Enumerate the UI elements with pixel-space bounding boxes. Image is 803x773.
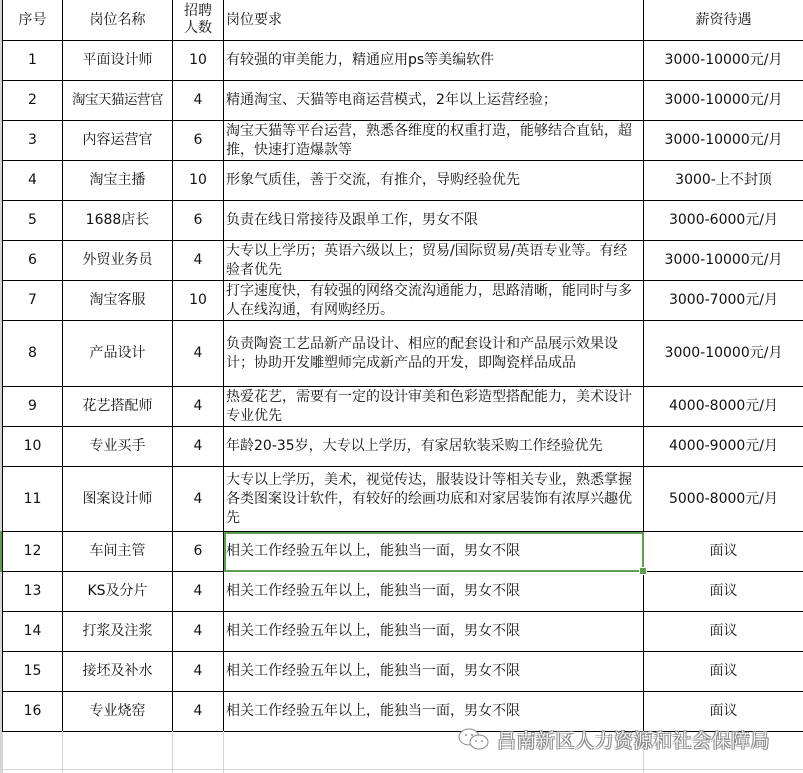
header-count[interactable]: [173, 0, 224, 41]
table-row: [3, 161, 803, 201]
cell-requirements[interactable]: 形象气质佳，善于交流，有推介，导购经验优先: [224, 161, 644, 201]
cell-position[interactable]: 1688店长: [63, 201, 173, 241]
cell-position[interactable]: 淘宝客服: [63, 281, 173, 321]
cell-count[interactable]: 4: [173, 387, 224, 427]
cell-count[interactable]: 4: [173, 467, 224, 532]
header-position[interactable]: 岗位名称: [63, 0, 173, 41]
cell-requirements[interactable]: 精通淘宝、天猫等电商运营模式，2年以上运营经验；: [224, 81, 644, 121]
cell-position[interactable]: 淘宝主播: [63, 161, 173, 201]
cell-count[interactable]: 4: [173, 652, 224, 692]
cell-count[interactable]: 4: [173, 692, 224, 732]
cell-count[interactable]: 4: [173, 81, 224, 121]
cell-count[interactable]: 4: [173, 612, 224, 652]
table-row: [3, 427, 803, 467]
job-table: [2, 0, 803, 732]
cell-index[interactable]: 16: [3, 692, 63, 732]
cell-requirements[interactable]: 大专以上学历，美术，视觉传达，服装设计等相关专业，熟悉掌握各类图案设计软件，有较好的绘画功底和对家居装饰有浓厚兴趣优先: [224, 467, 644, 532]
table-row: [3, 281, 803, 321]
watermark-text: 昌南新区人力资源和社会保障局: [497, 729, 771, 752]
cell-index[interactable]: 15: [3, 652, 63, 692]
cell-position[interactable]: 外贸业务员: [63, 241, 173, 281]
cell-requirements[interactable]: 有较强的审美能力，精通应用ps等美编软件: [224, 41, 644, 81]
cell-requirements[interactable]: 年龄20-35岁，大专以上学历，有家居软装采购工作经验优先: [224, 427, 644, 467]
cell-count[interactable]: 4: [173, 321, 224, 387]
cell-salary[interactable]: 3000-6000元/月: [644, 201, 803, 241]
gridline: [62, 731, 63, 773]
cell-requirements[interactable]: 打字速度快，有较强的网络交流沟通能力，思路清晰，能同时与多人在线沟通，有网购经历。: [224, 281, 644, 321]
cell-salary[interactable]: 3000-上不封顶: [644, 161, 803, 201]
cell-count[interactable]: 6: [173, 121, 224, 161]
cell-index[interactable]: 7: [3, 281, 63, 321]
fill-handle[interactable]: [639, 567, 647, 575]
cell-salary[interactable]: 3000-10000元/月: [644, 41, 803, 81]
gridline: [2, 769, 803, 770]
cell-requirements[interactable]: 淘宝天猫等平台运营，熟悉各维度的权重打造，能够结合直钻，超推，快速打造爆款等: [224, 121, 644, 161]
cell-requirements[interactable]: 热爱花艺，需要有一定的设计审美和色彩造型搭配能力，美术设计专业优先: [224, 387, 644, 427]
cell-position[interactable]: 产品设计: [63, 321, 173, 387]
cell-index[interactable]: 1: [3, 41, 63, 81]
cell-position[interactable]: 车间主管: [63, 532, 173, 572]
cell-salary[interactable]: 面议: [644, 692, 803, 732]
cell-position[interactable]: 图案设计师: [63, 467, 173, 532]
cell-salary[interactable]: 5000-8000元/月: [644, 467, 803, 532]
header-count-line1: 招聘: [184, 3, 212, 19]
cell-count[interactable]: 4: [173, 427, 224, 467]
cell-index[interactable]: 9: [3, 387, 63, 427]
header-row: [3, 0, 803, 41]
cell-salary[interactable]: 面议: [644, 612, 803, 652]
cell-index[interactable]: 13: [3, 572, 63, 612]
table-row: [3, 201, 803, 241]
cell-index[interactable]: 3: [3, 121, 63, 161]
table-row: [3, 321, 803, 387]
cell-index[interactable]: 10: [3, 427, 63, 467]
cell-salary[interactable]: 4000-9000元/月: [644, 427, 803, 467]
cell-requirements[interactable]: 相关工作经验五年以上，能独当一面，男女不限: [224, 692, 644, 732]
cell-position[interactable]: 花艺搭配师: [63, 387, 173, 427]
cell-index[interactable]: 11: [3, 467, 63, 532]
table-row: [3, 81, 803, 121]
cell-index[interactable]: 8: [3, 321, 63, 387]
cell-salary[interactable]: 3000-10000元/月: [644, 121, 803, 161]
cell-requirements[interactable]: 大专以上学历；英语六级以上；贸易/国际贸易/英语专业等。有经验者优先: [224, 241, 644, 281]
cell-index[interactable]: 2: [3, 81, 63, 121]
cell-count[interactable]: 10: [173, 281, 224, 321]
cell-position[interactable]: 专业买手: [63, 427, 173, 467]
cell-salary[interactable]: 面议: [644, 532, 803, 572]
cell-requirements[interactable]: 相关工作经验五年以上，能独当一面，男女不限: [224, 652, 644, 692]
gridline: [172, 731, 173, 773]
table-row: [3, 572, 803, 612]
cell-position[interactable]: 专业烧窑: [63, 692, 173, 732]
header-count-line2: 人数: [184, 20, 212, 36]
cell-position[interactable]: 平面设计师: [63, 41, 173, 81]
table-row: [3, 652, 803, 692]
table-row: [3, 387, 803, 427]
table-row: [3, 241, 803, 281]
header-index[interactable]: 序号: [3, 0, 63, 41]
cell-salary[interactable]: 3000-7000元/月: [644, 281, 803, 321]
cell-count[interactable]: 10: [173, 161, 224, 201]
cell-count[interactable]: 6: [173, 532, 224, 572]
table-row-selected: [3, 532, 803, 572]
cell-count[interactable]: 6: [173, 201, 224, 241]
cell-index[interactable]: 12: [3, 532, 63, 572]
cell-index[interactable]: 6: [3, 241, 63, 281]
table-row: [3, 612, 803, 652]
cell-position[interactable]: 打浆及注浆: [63, 612, 173, 652]
gridline: [223, 731, 224, 773]
cell-index[interactable]: 4: [3, 161, 63, 201]
table-row: [3, 467, 803, 532]
cell-index[interactable]: 14: [3, 612, 63, 652]
wechat-icon: [457, 727, 491, 751]
cell-requirements[interactable]: 负责在线日常接待及跟单工作，男女不限: [224, 201, 644, 241]
table-row: [3, 121, 803, 161]
cell-count[interactable]: 4: [173, 241, 224, 281]
cell-count[interactable]: 4: [173, 572, 224, 612]
cell-requirements[interactable]: 相关工作经验五年以上，能独当一面，男女不限: [224, 612, 644, 652]
cell-index[interactable]: 5: [3, 201, 63, 241]
cell-position[interactable]: KS及分片: [63, 572, 173, 612]
cell-salary[interactable]: 面议: [644, 652, 803, 692]
watermark: [457, 726, 770, 752]
table-row: [3, 41, 803, 81]
cell-requirements[interactable]: 负责陶瓷工艺品新产品设计、相应的配套设计和产品展示效果设计；协助开发雕塑师完成新产品的开发，即陶瓷样品成品: [224, 321, 644, 387]
cell-salary[interactable]: 3000-10000元/月: [644, 81, 803, 121]
cell-position[interactable]: 接坯及补水: [63, 652, 173, 692]
header-salary[interactable]: 薪资待遇: [644, 0, 803, 41]
header-requirements[interactable]: 岗位要求: [224, 0, 644, 41]
cell-position[interactable]: 淘宝天猫运营官: [63, 81, 173, 121]
cell-salary[interactable]: 3000-10000元/月: [644, 241, 803, 281]
cell-salary[interactable]: 面议: [644, 572, 803, 612]
cell-requirements[interactable]: 相关工作经验五年以上，能独当一面，男女不限: [224, 572, 644, 612]
cell-salary[interactable]: 4000-8000元/月: [644, 387, 803, 427]
cell-salary[interactable]: 3000-10000元/月: [644, 321, 803, 387]
cell-position[interactable]: 内容运营官: [63, 121, 173, 161]
cell-requirements-selected[interactable]: 相关工作经验五年以上，能独当一面，男女不限: [224, 532, 644, 572]
cell-count[interactable]: 10: [173, 41, 224, 81]
